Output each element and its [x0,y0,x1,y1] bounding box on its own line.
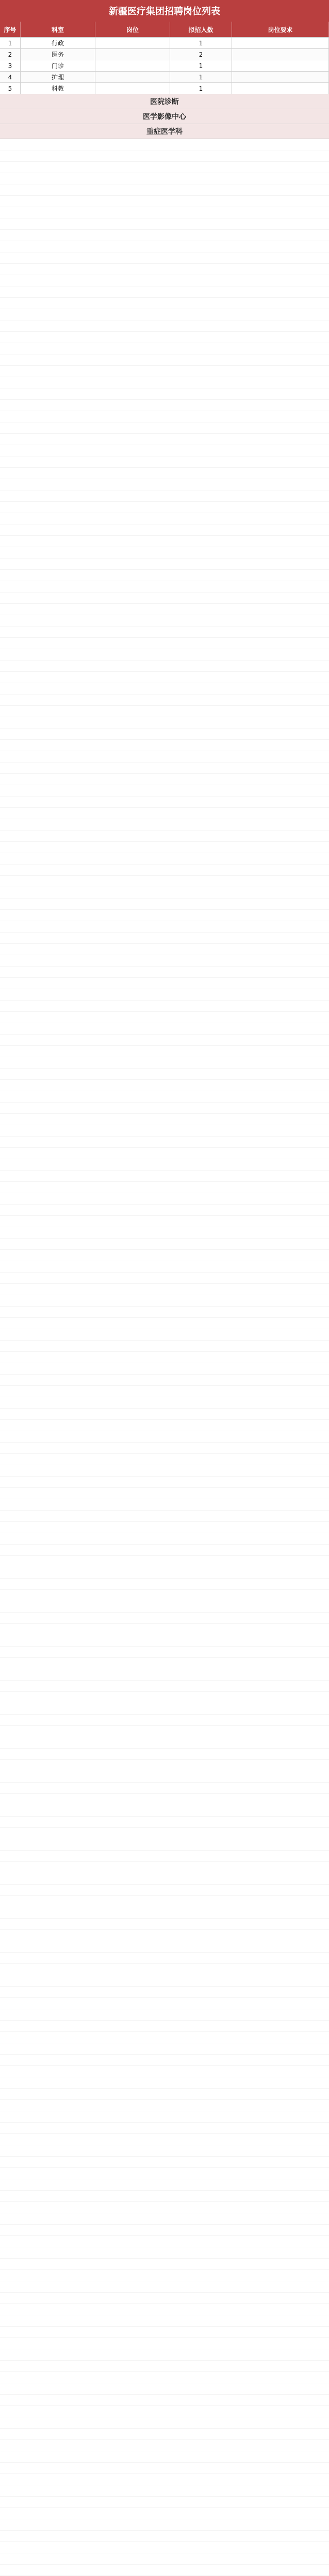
section-title: 医院诊断 [0,94,329,109]
table-row [0,60,329,72]
col-department: 科室 [21,22,95,37]
table-header [0,22,329,37]
section-title: 医学影像中心 [0,109,329,124]
cell-department: 科教 [21,83,95,94]
cell-position [95,60,170,71]
table-grid-lines [0,139,329,2576]
cell-count: 1 [170,60,232,71]
cell-count: 2 [170,49,232,60]
cell-requirements [232,38,329,48]
table-body [0,37,329,2576]
cell-number: 2 [0,49,21,60]
col-requirements: 岗位要求 [232,22,329,37]
section-title: 重症医学科 [0,124,329,139]
cell-department: 医务 [21,49,95,60]
cell-department: 门诊 [21,60,95,71]
cell-requirements [232,83,329,94]
col-position: 岗位 [95,22,170,37]
cell-count: 1 [170,38,232,48]
table-row [0,49,329,60]
col-count: 拟招人数 [170,22,232,37]
cell-department: 行政 [21,38,95,48]
cell-count: 1 [170,83,232,94]
cell-position [95,72,170,82]
cell-position [95,83,170,94]
table-row [0,38,329,49]
cell-count: 1 [170,72,232,82]
cell-number: 3 [0,60,21,71]
cell-requirements [232,72,329,82]
cell-number: 1 [0,38,21,48]
col-number: 序号 [0,22,21,37]
cell-number: 5 [0,83,21,94]
table-filler [0,139,329,2576]
cell-position [95,38,170,48]
cell-position [95,49,170,60]
page-title: 新疆医疗集团招聘岗位列表 [0,0,329,22]
cell-number: 4 [0,72,21,82]
cell-requirements [232,60,329,71]
cell-requirements [232,49,329,60]
table-row [0,83,329,94]
cell-department: 护理 [21,72,95,82]
table-row [0,72,329,83]
